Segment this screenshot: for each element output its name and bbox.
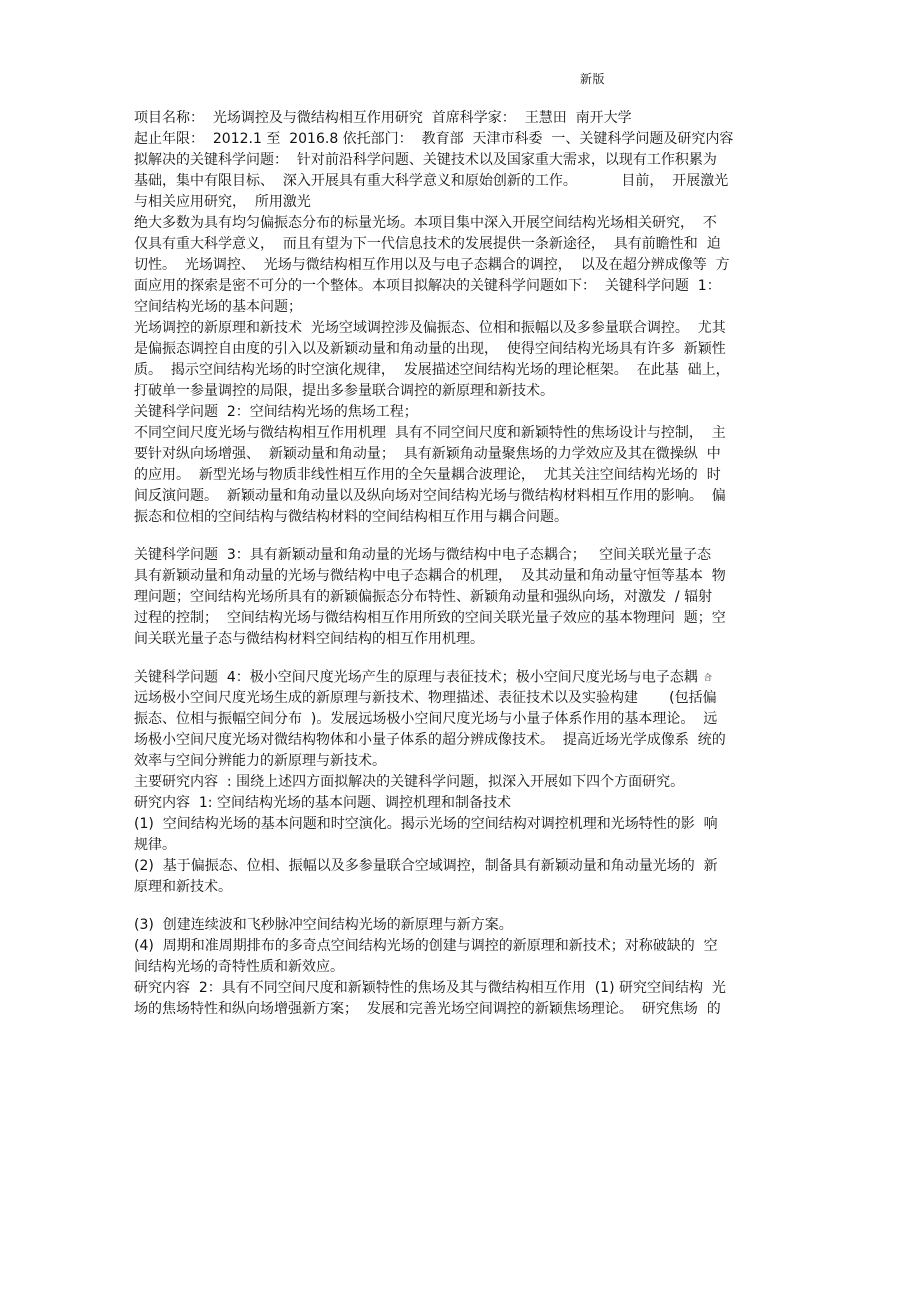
text-line: 间关联光量子态与微结构材料空间结构的相互作用机理。 xyxy=(134,631,484,647)
text-line: 打破单一参量调控的局限，提出多参量联合调控的新原理和新技术。 xyxy=(134,383,554,399)
text-line: (3) 创建连续波和飞秒脉冲空间结构光场的新原理与新方案。 xyxy=(134,917,513,933)
text-line: 场极小空间尺度光场对微结构物体和小量子体系的超分辨成像技术。 提高近场光学成像系 统的 xyxy=(134,732,726,748)
blank-line xyxy=(134,898,786,915)
text-line: 远场极小空间尺度光场生成的新原理与新技术、物理描述、表征技术以及实验构建 (包括偏 xyxy=(134,690,717,706)
text-line: 拟解决的关键科学问题： 针对前沿科学问题、关键技术以及国家重大需求，以现有工作积累为 xyxy=(134,152,717,168)
text-line: 理问题；空间结构光场所具有的新颖偏振态分布特性、新颖角动量和强纵向场，对激发 / 辐射 xyxy=(134,589,713,605)
text-line: 绝大多数为具有均匀偏振态分布的标量光场。本项目集中深入开展空间结构光场相关研究， 不 xyxy=(134,215,717,231)
text-line: (2) 基于偏振态、位相、振幅以及多参量联合空域调控，制备具有新颖动量和角动量光场的 新 xyxy=(134,858,718,874)
text-line: 振态和位相的空间结构与微结构材料的空间结构相互作用与耦合问题。 xyxy=(134,509,568,525)
text-line: 振态、位相与振幅空间分布 )。发展远场极小空间尺度光场与小量子体系作用的基本理论。 远 xyxy=(134,711,718,727)
version-label: 新版 xyxy=(580,72,606,86)
text-line: 研究内容 1: 空间结构光场的基本问题、调控机理和制备技术 xyxy=(134,795,511,811)
text-line: 效率与空间分辨能力的新原理与新技术。 xyxy=(134,753,386,769)
text-line: 光场调控的新原理和新技术 光场空域调控涉及偏振态、位相和振幅以及多参量联合调控。 尤其 xyxy=(134,320,726,336)
text-line: 的应用。 新型光场与物质非线性相互作用的全矢量耦合波理论， 尤其关注空间结构光场的 时 xyxy=(134,467,721,483)
text-line: 原理和新技术。 xyxy=(134,879,232,895)
text-line: (4) 周期和准周期排布的多奇点空间结构光场的创建与调控的新原理和新技术；对称破缺的 空 xyxy=(134,938,718,954)
text-line: 具有新颖动量和角动量的光场与微结构中电子态耦合的机理， 及其动量和角动量守恒等基本 物 xyxy=(134,568,726,584)
text-line: 切性。 光场调控、 光场与微结构相互作用以及与电子态耦合的调控， 以及在超分辨成像等 方 xyxy=(134,257,730,273)
text-line: 要针对纵向场增强、 新颖动量和角动量； 具有新颖角动量聚焦场的力学效应及其在微操纵 中 xyxy=(134,446,721,462)
blank-line xyxy=(134,528,786,545)
text-line: 空间结构光场的基本问题； xyxy=(134,299,302,315)
text-line: 基础，集中有限目标、 深入开展具有重大科学意义和原始创新的工作。 目前， 开展激光 xyxy=(134,173,729,189)
text-line: 起止年限： 2012.1 至 2016.8 依托部门： 教育部 天津市科委 一、关键科学问题及研究内容 xyxy=(134,131,734,147)
text-line: 过程的控制； 空间结构光场与微结构相互作用所致的空间关联光量子效应的基本物理问 题；空 xyxy=(134,610,726,626)
text-line: 仅具有重大科学意义， 而且有望为下一代信息技术的发展提供一条新途径， 具有前瞻性和 迫 xyxy=(134,236,721,252)
text-line: 间反演问题。 新颖动量和角动量以及纵向场对空间结构光场与微结构材料相互作用的影响。 偏 xyxy=(134,488,726,504)
text-line: 主要研究内容 : 围绕上述四方面拟解决的关键科学问题，拟深入开展如下四个方面研究。 xyxy=(134,774,685,790)
text-line: 研究内容 2：具有不同空间尺度和新颖特性的焦场及其与微结构相互作用 (1) 研究空间结构 光 xyxy=(134,980,726,996)
text-line: 质。 揭示空间结构光场的时空演化规律， 发展描述空间结构光场的理论框架。 在此基 础上， xyxy=(134,362,730,378)
text-line: 项目名称： 光场调控及与微结构相互作用研究 首席科学家： 王慧田 南开大学 xyxy=(134,110,632,126)
text-line: 是偏振态调控自由度的引入以及新颖动量和角动量的出现， 使得空间结构光场具有许多 新颖性 xyxy=(134,341,726,357)
text-line: 面应用的探索是密不可分的一个整体。本项目拟解决的关键科学问题如下： 关键科学问题 1： xyxy=(134,278,721,294)
document-body xyxy=(134,108,786,1020)
text-line: (1) 空间结构光场的基本问题和时空演化。揭示光场的空间结构对调控机理和光场特性的影 响 xyxy=(134,816,718,832)
text-line: 关键科学问题 2：空间结构光场的焦场工程； xyxy=(134,404,418,420)
text-line: 场的焦场特性和纵向场增强新方案； 发展和完善光场空间调控的新颖焦场理论。 研究焦场 的 xyxy=(134,1001,721,1017)
blank-line xyxy=(134,650,786,667)
text-line: 关键科学问题 3：具有新颖动量和角动量的光场与微结构中电子态耦合； 空间关联光量子态 xyxy=(134,547,712,563)
text-line: 间结构光场的奇特性质和新效应。 xyxy=(134,959,344,975)
text-line-with-mark xyxy=(134,667,786,688)
text-line: 规律。 xyxy=(134,837,176,853)
tiny-mark: 合 xyxy=(703,673,712,682)
text-line: 与相关应用研究， 所用激光 xyxy=(134,194,311,210)
text-line: 不同空间尺度光场与微结构相互作用机理 具有不同空间尺度和新颖特性的焦场设计与控制， 主 xyxy=(134,425,726,441)
text-line: 关键科学问题 4：极小空间尺度光场产生的原理与表征技术；极小空间尺度光场与电子态耦 xyxy=(134,669,698,686)
